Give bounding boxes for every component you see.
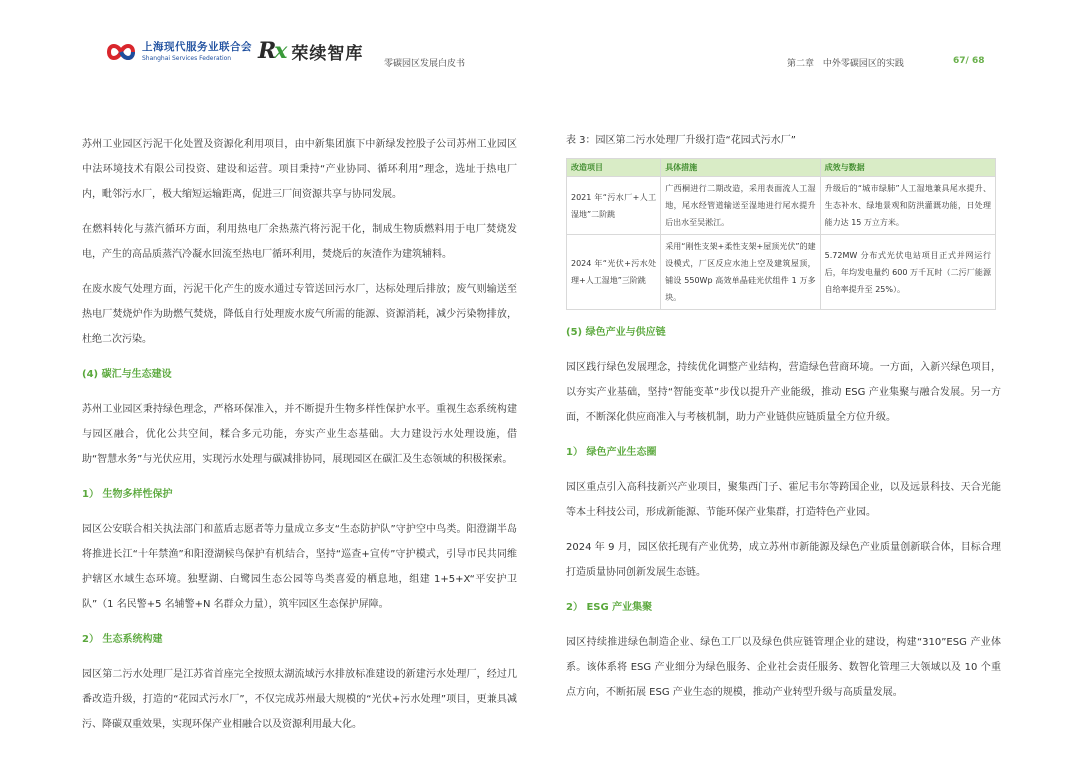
table-cell: 5.72MW 分布式光伏电站项目正式并网运行后，年均发电量约 600 万千瓦时（二污厂能源自给率提升至 25%）。: [820, 235, 995, 310]
table-caption: 表 3：园区第二污水处理厂升级打造“花园式污水厂”: [566, 135, 796, 146]
paragraph: 园区践行绿色发展理念，持续优化调整产业结构，营造绿色营商环境。一方面，入新兴绿色项目，以夯实产业基础，坚持“智能变革”步伐以提升产业能级，推动 ESG 产业集聚与融合发展。另一方面，不断深化供应商准入与考核机制，助力产业链供应链质量全方位升级。: [566, 362, 1001, 423]
logo1-en: Shanghai Services Federation: [142, 54, 232, 62]
paragraph: 苏州工业园区污泥干化处置及资源化利用项目，由中新集团旗下中新绿发控股子公司苏州工业园区中法环境技术有限公司投资、建设和运营。项目秉持“产业协同、循环利用”理念，选址于热电厂内，毗邻污水厂，极大缩短运输距离，促进三厂间资源共享与协同发展。: [82, 139, 517, 200]
paragraph: 苏州工业园区秉持绿色理念，严格环保准入，并不断提升生物多样性保护水平。重视生态系统构建与园区融合，优化公共空间，糅合多元功能，夯实产业生态基础。大力建设污水处理设施，借助“智慧水务”与光伏应用，实现污水处理与碳减排协同，展现园区在碳汇及生态领域的积极探索。: [82, 404, 517, 465]
logo1-cn: 上海现代服务业联合会: [142, 41, 252, 54]
ssf-logo: [106, 40, 252, 64]
table-header: 成效与数据: [820, 159, 995, 177]
rx-logo: [258, 38, 363, 64]
table-cell: 2021 年“污水厂+人工湿地”二阶跳: [567, 177, 661, 235]
table-cell: 广西桐进行二期改造，采用表面流人工湿地，尾水经管道输送至湿地进行尾水提升后出水至吴淞江。: [661, 177, 820, 235]
paragraph: 园区公安联合相关执法部门和蓝盾志愿者等力量成立多支“生态防护队”守护空中鸟类。阳澄湖半岛将推进长江“十年禁渔”和阳澄湖候鸟保护有机结合，坚持“巡查+宣传”守护模式，引导市民共同维护辖区水域生态环境。独墅湖、白鹭园生态公园等鸟类喜爱的栖息地，组建 1+5+X“平安护卫队”（1 名民警+5 名辅警+N 名群众力量），筑牢园区生态保护屏障。: [82, 524, 517, 610]
chapter-title: 第二章 中外零碳园区的实践: [787, 59, 904, 69]
paragraph: 2024 年 9 月，园区依托现有产业优势，成立苏州市新能源及绿色产业质量创新联合体，目标合理打造质量协同创新发展生态链。: [566, 542, 1001, 578]
paragraph: 园区第二污水处理厂是江苏省首座完全按照太湖流域污水排放标准建设的新建污水处理厂，经过几番改造升级，打造的“花园式污水厂”，不仅完成苏州最大规模的“光伏+污水处理”项目，更兼具减污、降碳双重效果，实现环保产业相融合以及资源利用最大化。: [82, 669, 517, 730]
subsection-heading: 2） ESG 产业集聚: [566, 602, 653, 613]
section-heading: (5) 绿色产业与供应链: [566, 327, 666, 338]
paragraph: 在燃料转化与蒸汽循环方面，利用热电厂余热蒸汽将污泥干化，制成生物质燃料用于电厂焚烧发电，产生的高品质蒸汽冷凝水回流至热电厂循环利用，焚烧后的灰渣作为建筑辅料。: [82, 224, 517, 260]
subsection-heading: 1） 绿色产业生态圈: [566, 447, 657, 458]
table-cell: 采用“刚性支架+柔性支架+屋顶光伏”的建设模式，厂区反应水池上空及建筑屋顶，铺设 550Wp 高效单晶硅光伏组件 1 万多块。: [661, 235, 820, 310]
left-column: [82, 132, 517, 737]
table-header-row: [567, 159, 996, 177]
table-cell: 2024 年“光伏+污水处理+人工湿地”三阶跳: [567, 235, 661, 310]
rx-logo-icon: Rx: [258, 38, 286, 64]
table-row: [567, 235, 996, 310]
upgrade-table: [566, 158, 996, 310]
doc-title: 零碳园区发展白皮书: [384, 59, 466, 69]
logo2-name: 荣续智库: [291, 43, 364, 64]
paragraph: 园区持续推进绿色制造企业、绿色工厂以及绿色供应链管理企业的建设，构建“310”ESG 产业体系。该体系将 ESG 产业细分为绿色服务、企业社会责任服务、数智化管理三大领域以及 10 个重点方向，不断拓展 ESG 产业生态的规模，推动产业转型升级与高质量发展。: [566, 637, 1001, 698]
subsection-heading: 2） 生态系统构建: [82, 634, 163, 645]
table-header: 具体措施: [661, 159, 820, 177]
table-cell: 升级后的“城市绿肺”人工湿地兼具尾水提升、生态补水、绿地景观和防洪灌溉功能，日处理能力达 15 万立方米。: [820, 177, 995, 235]
subsection-heading: 1） 生物多样性保护: [82, 489, 173, 500]
table-row: [567, 177, 996, 235]
page-number: 67/ 68: [953, 56, 985, 66]
paragraph: 园区重点引入高科技新兴产业项目，聚集西门子、霍尼韦尔等跨国企业，以及远景科技、天合光能等本土科技公司，形成新能源、节能环保产业集群，打造特色产业园。: [566, 482, 1001, 518]
ssf-logo-icon: [106, 40, 136, 64]
table-header: 改造项目: [567, 159, 661, 177]
section-heading: (4) 碳汇与生态建设: [82, 369, 172, 380]
right-column: [566, 132, 1001, 705]
page-header: [0, 0, 1080, 90]
paragraph: 在废水废气处理方面，污泥干化产生的废水通过专管送回污水厂，达标处理后排放；废气则输送至热电厂焚烧炉作为助燃气焚烧，降低自行处理废水废气所需的能源、资源消耗，减少污染物排放，杜绝二次污染。: [82, 284, 517, 345]
